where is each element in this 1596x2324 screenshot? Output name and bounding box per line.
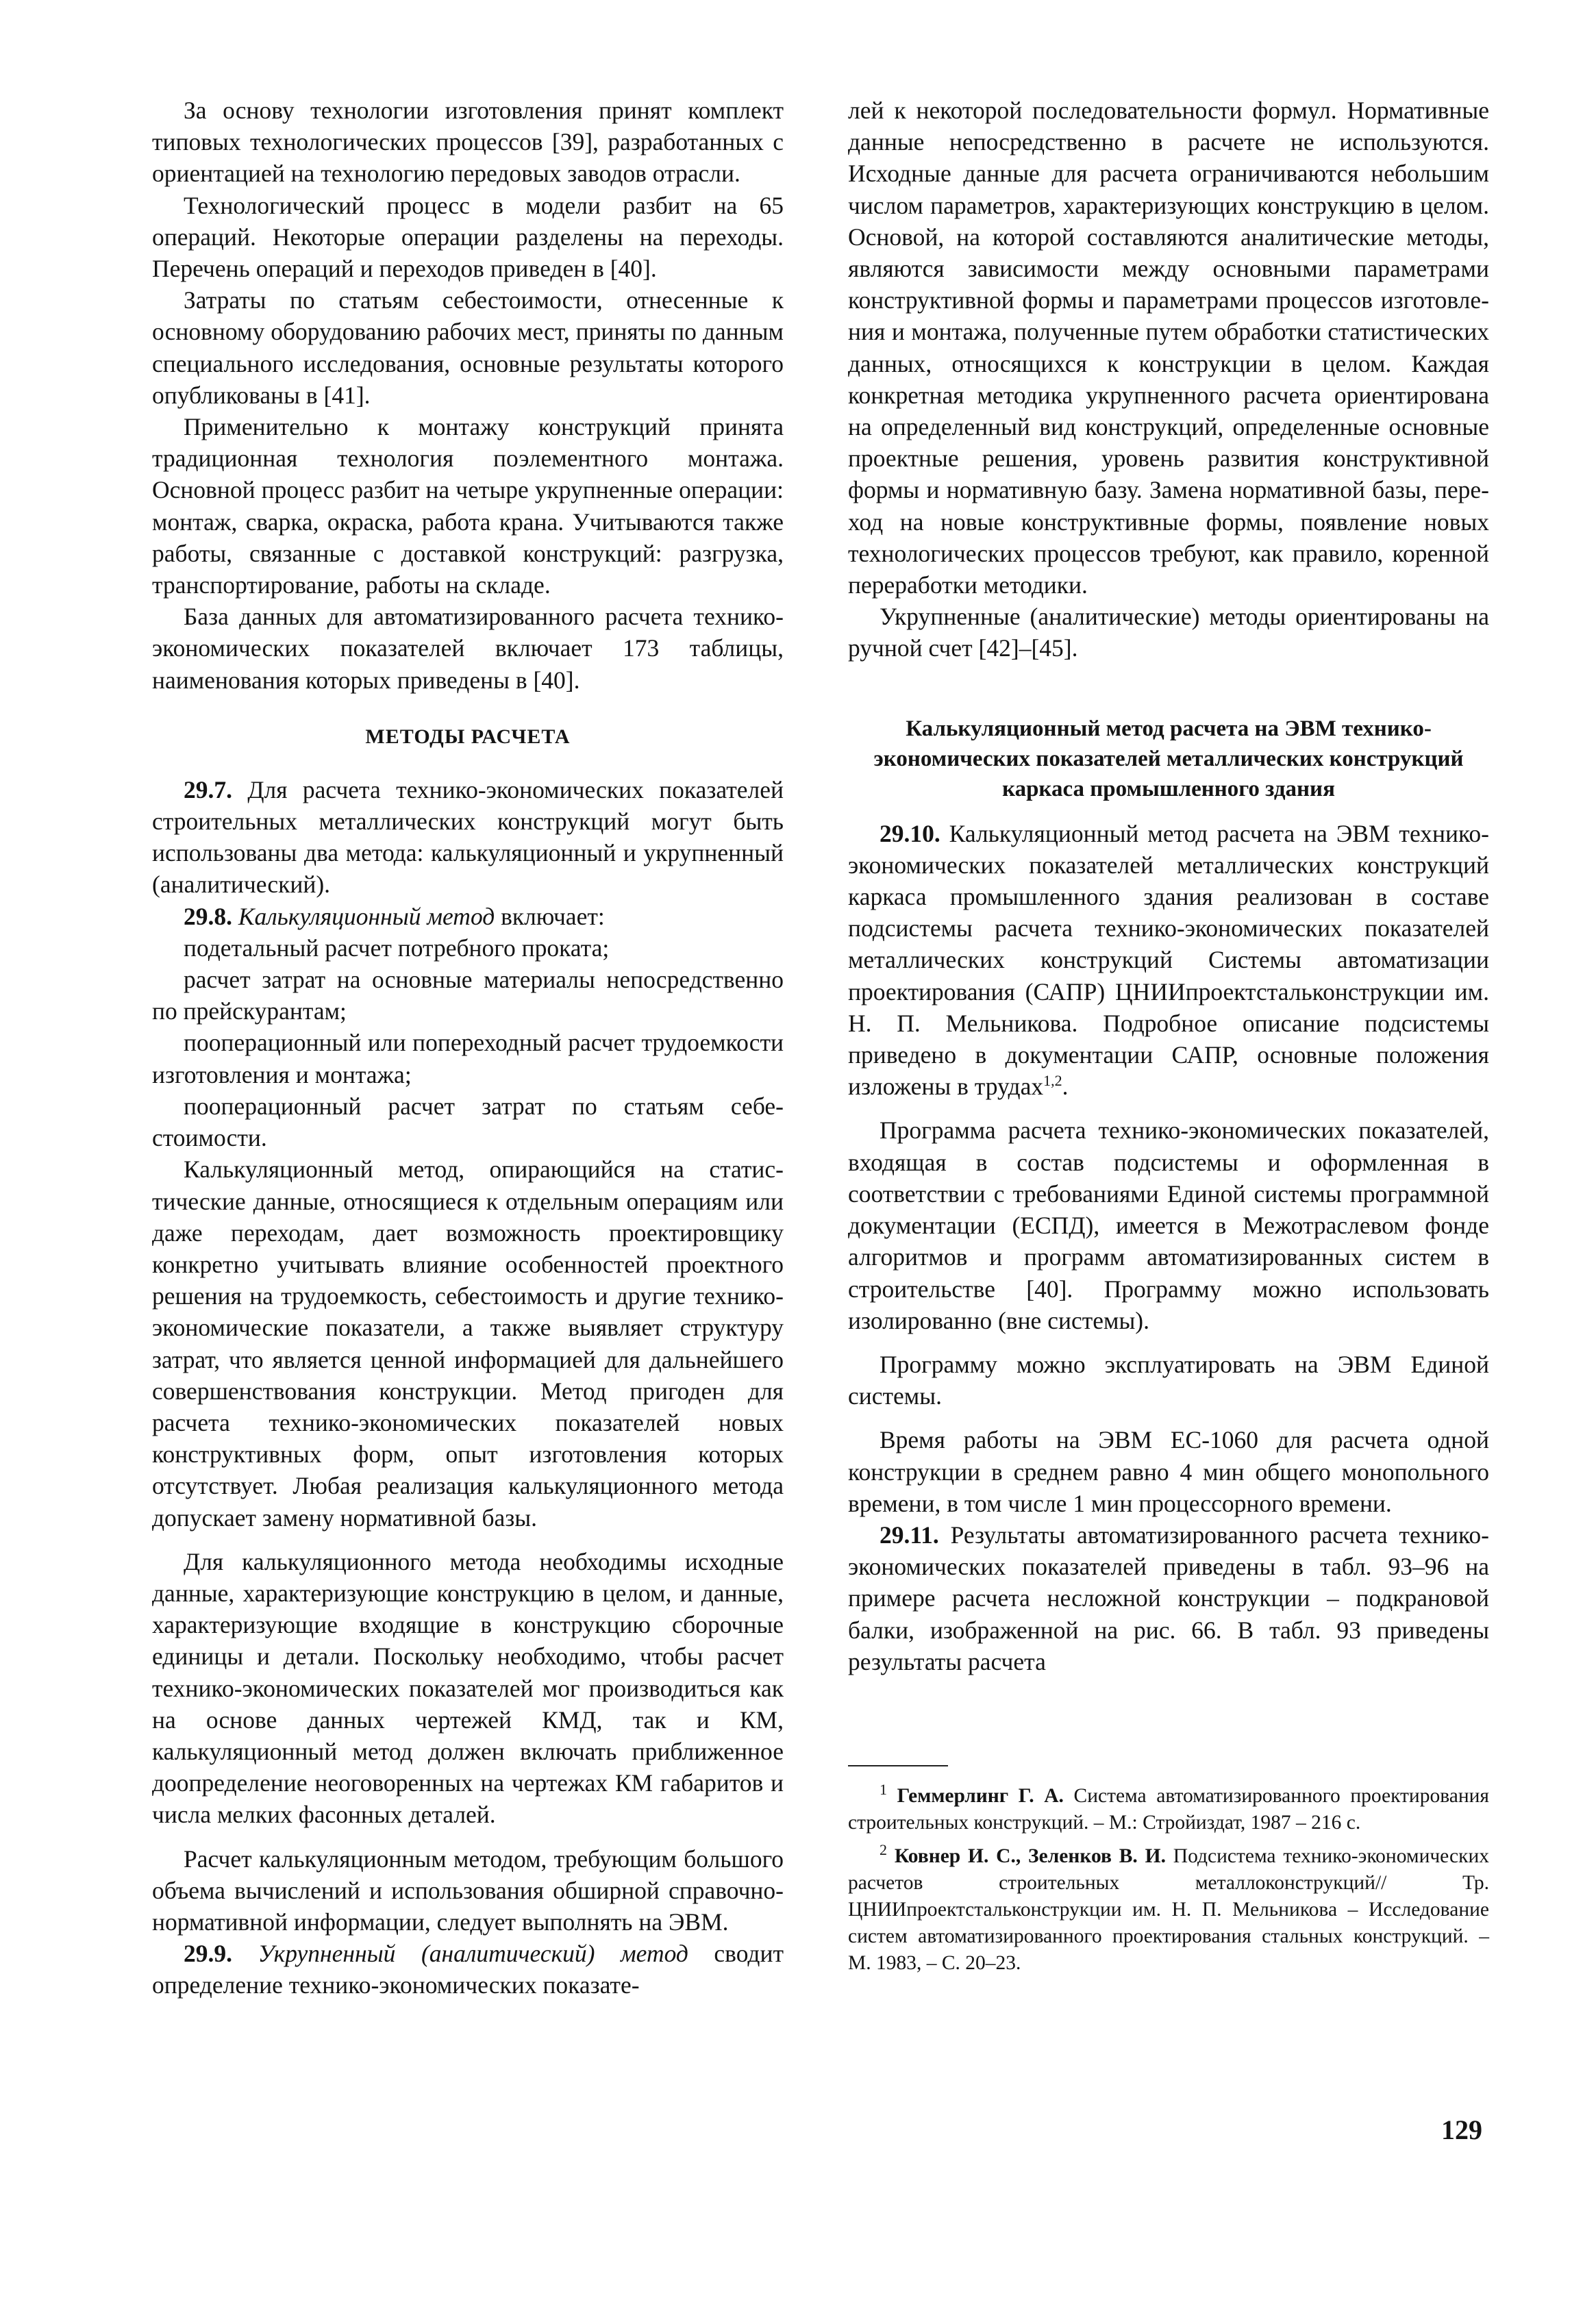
paragraph: Программу можно эксплуатировать на ЭВМ Единой системы. [848,1350,1489,1410]
paragraph: Для калькуляционного метода необходимы исходные данные, характеризующие конструкцию в целом, и данные, характеризующие входящие в конструкцию сборочные единицы и детали. Поскольку необходимо, чтобы расчет технико-экономических показателей мог производиться как на основе данных чертежей КМД, так и КМ, калькуляционный метод должен включать приближенное доопределение неоговоренных на чертежах КМ габаритов и числа мелких фасонных деталей. [152,1547,784,1829]
clause-29-11 [848,1519,1489,1677]
footnote-author: Ковнер И. С., Зеленков В. И. [887,1845,1166,1867]
footnote-ref: 1,2 [1043,1072,1062,1090]
paragraph: За основу технологии изготовления принят комплект типовых технологических процессов [39], разработанных с ориентацией на технологию передовых заводов отрасли. [152,97,784,188]
paragraph: Применительно к монтажу конструкций принята традиционная технология поэлементного монтажа. Основной процесс разбит на четыре укрупненные операции: монтаж, сварка, окраска, работа крана. Учитываются также работы, связанные с доставкой конструкций: разгрузка, транспортирование, работы на складе. [152,413,784,599]
subsection-heading: Калькуляционный метод расчета на ЭВМ технико-экономических показателей металлических конструкций каркаса промышленного здания [873,716,1464,801]
clause-text: Результаты автоматизированного расчета технико-экономических показателей приведены в табл. 93–96 на примере расчета несложной конструкции – подкрановой балки, изображенной на рис. 66. В табл. 93 приведены результаты расчета [848,1521,1489,1675]
paragraph: Затраты по статьям себестоимости, отнесенные к основному оборудованию рабочих мест, приняты по данным специального исследования, основные результаты которого опубликованы в [41]. [152,286,784,409]
list-item: пооперационный или попереходный расчет трудоемкости изготовления и монтажа; [152,1029,784,1088]
footnote [848,1843,1489,1977]
paragraph: Калькуляционный метод, опирающийся на статистические данные, относящиеся к отдельным операциям или даже переходам, дает возможность проектировщику конкретно учитывать влияние особенностей проектного решения на трудоемкость, себестоимость и другие технико-экономические показатели, а также выявляет структуру затрат, что является ценной информацией для дальнейшего совершенствования конструкции. Метод пригоден для расчета технико-экономических показателей новых конструктивных форм, опыт изготовления которых отсутствует. Любая реализация калькуляционного метода допускает замену нормативной базы. [152,1155,784,1532]
left-column [152,95,784,2001]
paragraph: Программа расчета технико-экономических показателей, входящая в состав подсистемы и оформленная в соответствии с требованиями Единой системы программной документации (ЕСПД), имеется в Межотраслевом фонде алгоритмов и программ автоматизированных систем в строительстве [40]. Программу можно использовать изолированно (вне системы). [848,1116,1489,1334]
footnote-author: Геммерлинг Г. А. [887,1784,1064,1807]
paragraph: Укрупненные (аналитические) методы ориентированы на ручной счет [42]–[45]. [848,603,1489,662]
paragraph: Расчет калькуляционным методом, требующим большого объема вычислений и использования обширной справочно-нормативной информации, следует выполнять на ЭВМ. [152,1845,784,1936]
paragraph: Технологический процесс в модели разбит на 65 операций. Некоторые операции разделены на переходы. Перечень операций и переходов приведен в [40]. [152,191,784,283]
clause-number: 29.7. [184,775,232,803]
page-number: 129 [1441,2114,1482,2145]
clause-text: Для расчета технико-экономических показателей строительных металлических конструкций могут быть использованы два метода: калькуляционный и укрупненный (аналитический). [152,775,784,899]
clause-text: Калькуляционный метод расчета на ЭВМ технико-экономических показателей металлических конструкций каркаса промышленного здания реализован в составе подсистемы расчета технико-экономических показателей металлических конструкций Системы автоматизации проектирования (САПР) ЦНИИпроектстальконструкции им. Н. П. Мельникова. Подробное описание подсистемы приведено в документации САПР, основные положения изложены в трудах [848,819,1489,1101]
paragraph: Время работы на ЭВМ ЕС-1060 для расчета одной конструкции в среднем равно 4 мин общего монопольного времени, в том числе 1 мин процессорного времени. [848,1426,1489,1517]
footnote-text: Система автоматизированного проектирования строительных конструкций. – М.: Стройиздат, 1987 – 216 с. [848,1784,1489,1834]
paragraph: База данных для автоматизированного расчета технико-экономических показателей включает 173 таблицы, наименования которых приведены в [40]. [152,603,784,694]
footnote-divider [848,1765,948,1766]
clause-29-8 [152,901,784,932]
footnote-mark: 1 [880,1781,887,1799]
clause-text-end: . [1062,1073,1069,1101]
clause-term: Калькуляционный метод [232,902,495,930]
list-item: пооперационный расчет затрат по статьям себестоимости. [152,1092,784,1152]
paragraph: лей к некоторой последовательности формул. Нормативные данные непосредственно в расчете не используются. Исходные данные для расчета ограничиваются небольшим числом параметров, характеризующих конструкцию в целом. Основой, на которой составляются аналитические методы, являются зависимости между основными параметрами конструктивной формы и параметрами процессов изготовления и монтажа, полученные путем обработки статистических данных, относящихся к конструкции в целом. Каждая конкретная методика укрупненного расчета ориентирована на определенный вид конструкций, определенные основные проектные решения, уровень развития конструктивной формы и нормативную базу. Замена нормативной базы, переход на новые конструктивные формы, появление новых технологических процессов требуют, как правило, коренной переработки методики. [848,97,1489,599]
clause-number: 29.10. [880,819,940,847]
section-heading: МЕТОДЫ РАСЧЕТА [365,725,571,748]
clause-text: включает: [495,902,605,930]
clause-29-10 [848,818,1489,1103]
right-column [848,95,1489,1984]
clause-29-7 [152,774,784,901]
clause-term: Укрупненный (аналитический) метод [232,1940,688,1968]
list-item: расчет затрат на основные материалы непосредственно по прейскурантам; [152,966,784,1025]
clause-text: сводит определение технико-экономических показате- [152,1940,784,1999]
clause-number: 29.11. [880,1521,939,1549]
footnote [848,1783,1489,1836]
footnote-text: Подсистема технико-экономических расчетов строительных металлоконструкций// Тр. ЦНИИпроектстальконструкции им. Н. П. Мельникова – Исследование систем автоматизированного проектирования стальных конструкций. – М. 1983, – С. 20–23. [848,1845,1489,1974]
clause-number: 29.8. [184,902,232,930]
clause-number: 29.9. [184,1940,232,1968]
list-item: подетальный расчет потребного проката; [184,934,610,962]
footnote-mark: 2 [880,1841,887,1859]
clause-29-9 [152,1938,784,2001]
